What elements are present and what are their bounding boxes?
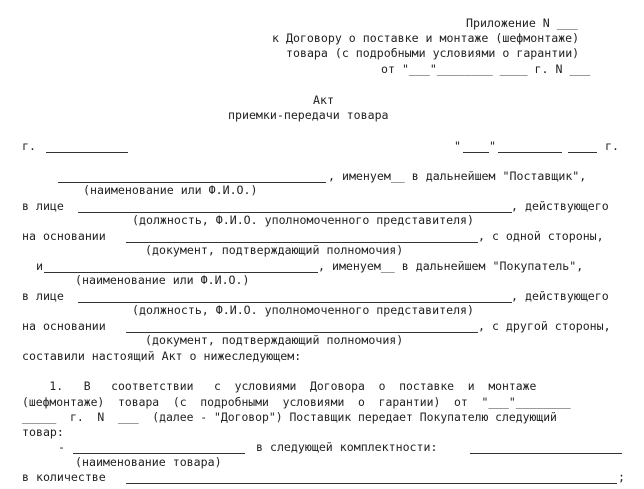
intro-text: составили настоящий Акт о нижеследующем:	[22, 349, 302, 363]
buyer-basis-prefix: на основании	[22, 319, 106, 333]
buyer-person-prefix: в лице	[22, 289, 64, 303]
city-blank[interactable]	[46, 152, 128, 153]
contract-reference: к Договору о поставке и монтаже (шефмонтаже)	[272, 31, 580, 45]
date-day-blank[interactable]	[463, 152, 489, 153]
city-prefix: г.	[22, 139, 36, 153]
item-dash: -	[58, 440, 65, 454]
date-quote-close: "	[489, 139, 496, 153]
quantity-blank[interactable]	[126, 483, 617, 484]
buyer-basis-suffix: , с другой стороны,	[478, 319, 611, 333]
supplier-basis-caption: (документ, подтверждающий полномочия)	[145, 243, 404, 257]
clause1-line4: товар:	[22, 425, 64, 439]
supplier-person-suffix: , действующего	[511, 199, 609, 213]
item-completeness-blank[interactable]	[470, 453, 622, 454]
supplier-named: , именуем__ в дальнейшем "Поставщик",	[328, 169, 587, 183]
contract-reference-cont: товара (с подробными условиями о гарантии)	[286, 46, 580, 60]
quantity-end-mark: ;	[618, 470, 625, 484]
item-name-caption: (наименование товара)	[75, 455, 222, 469]
date-year-blank[interactable]	[568, 152, 597, 153]
date-quote-open: "	[454, 139, 461, 153]
supplier-person-prefix: в лице	[22, 199, 64, 213]
clause1-line2: (шефмонтаже) товара (с подробными условиями о гарантии) от "___"________	[22, 395, 571, 409]
document-title: Акт	[313, 93, 334, 107]
item-name-blank[interactable]	[73, 453, 245, 454]
buyer-basis-caption: (документ, подтверждающий полномочия)	[145, 333, 404, 347]
supplier-person-caption: (должность, Ф.И.О. уполномоченного представителя)	[132, 213, 475, 227]
buyer-and-prefix: и	[36, 259, 43, 273]
appendix-number: Приложение N ___	[466, 16, 578, 30]
supplier-basis-prefix: на основании	[22, 229, 106, 243]
buyer-person-caption: (должность, Ф.И.О. уполномоченного представителя)	[132, 303, 475, 317]
document-subtitle: приемки-передачи товара	[228, 108, 389, 122]
item-completeness: в следующей комплектности:	[256, 440, 438, 454]
year-suffix: г.	[605, 139, 619, 153]
supplier-basis-suffix: , с одной стороны,	[478, 229, 604, 243]
buyer-named: , именуем__ в дальнейшем "Покупатель",	[318, 259, 584, 273]
contract-date-number: от "___"________ ____ г. N ___	[381, 62, 591, 76]
buyer-name-caption: (наименование или Ф.И.О.)	[75, 273, 250, 287]
quantity-prefix: в количестве	[22, 470, 106, 484]
supplier-name-caption: (наименование или Ф.И.О.)	[83, 183, 258, 197]
clause1-line1: 1. В соответствии с условиями Договора о поставке и монтаже	[22, 379, 537, 393]
clause1-line3: _____ г. N ___ (далее - "Договор") Поставщик передает Покупателю следующий	[22, 410, 557, 424]
date-month-blank[interactable]	[498, 152, 562, 153]
buyer-person-suffix: , действующего	[511, 289, 609, 303]
